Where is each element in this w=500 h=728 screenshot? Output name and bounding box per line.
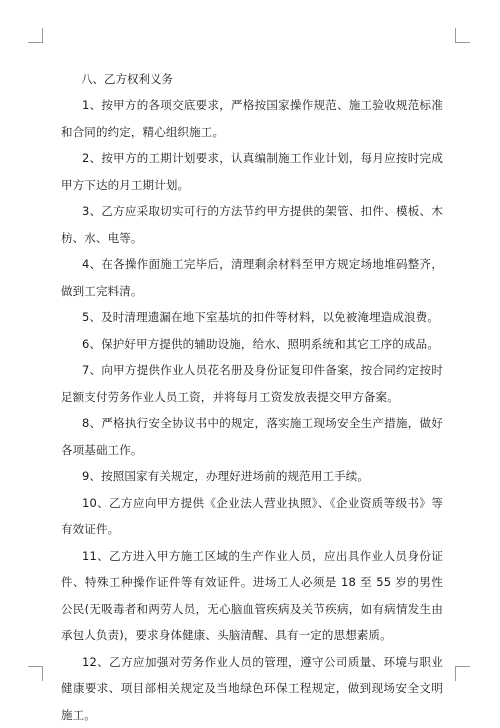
crop-mark-bottom-left <box>28 666 43 681</box>
crop-mark-top-left <box>28 28 43 43</box>
paragraph-12: 12、乙方应加强对劳务作业人员的管理，遵守公司质量、环境与职业健康要求、项目部相关规定及当地绿色环保工程规定，做到现场安全文明施工。 <box>61 649 443 728</box>
paragraph-10: 10、乙方应向甲方提供《企业法人营业执照》、《企业资质等级书》等有效证件。 <box>61 490 443 543</box>
crop-mark-top-right <box>455 28 470 43</box>
paragraph-6: 6、保护好甲方提供的辅助设施，给水、照明系统和其它工序的成品。 <box>61 331 443 358</box>
paragraph-1: 1、按甲方的各项交底要求，严格按国家操作规范、施工验收规范标准和合同的约定，精心组织施工。 <box>61 92 443 145</box>
paragraph-8: 8、严格执行安全协议书中的规定，落实施工现场安全生产措施，做好各项基础工作。 <box>61 410 443 463</box>
document-body <box>61 66 443 728</box>
paragraph-9: 9、按照国家有关规定，办理好进场前的规范用工手续。 <box>61 463 443 490</box>
paragraph-4: 4、在各操作面施工完毕后，清理剩余材料至甲方规定场地堆码整齐，做到工完料清。 <box>61 251 443 304</box>
crop-mark-bottom-right <box>455 666 470 681</box>
paragraph-3: 3、乙方应采取切实可行的方法节约甲方提供的架管、扣件、模板、木枋、水、电等。 <box>61 198 443 251</box>
section-title: 八、乙方权利义务 <box>61 66 443 92</box>
paragraph-2: 2、按甲方的工期计划要求，认真编制施工作业计划，每月应按时完成甲方下达的月工期计划。 <box>61 145 443 198</box>
paragraph-7: 7、向甲方提供作业人员花名册及身份证复印件备案，按合同约定按时足额支付劳务作业人员工资，并将每月工资发放表提交甲方备案。 <box>61 357 443 410</box>
paragraph-5: 5、及时清理遗漏在地下室基坑的扣件等材料，以免被淹埋造成浪费。 <box>61 304 443 331</box>
paragraph-11: 11、乙方进入甲方施工区域的生产作业人员，应出具作业人员身份证件、特殊工种操作证件等有效证件。进场工人必须是 18 至 55 岁的男性公民(无吸毒者和两劳人员，无心脑血管疾病及关节疾病，如有病情发生由承包人负责)，要求身体健康、头脑清醒、具有一定的思想素质。 <box>61 543 443 649</box>
